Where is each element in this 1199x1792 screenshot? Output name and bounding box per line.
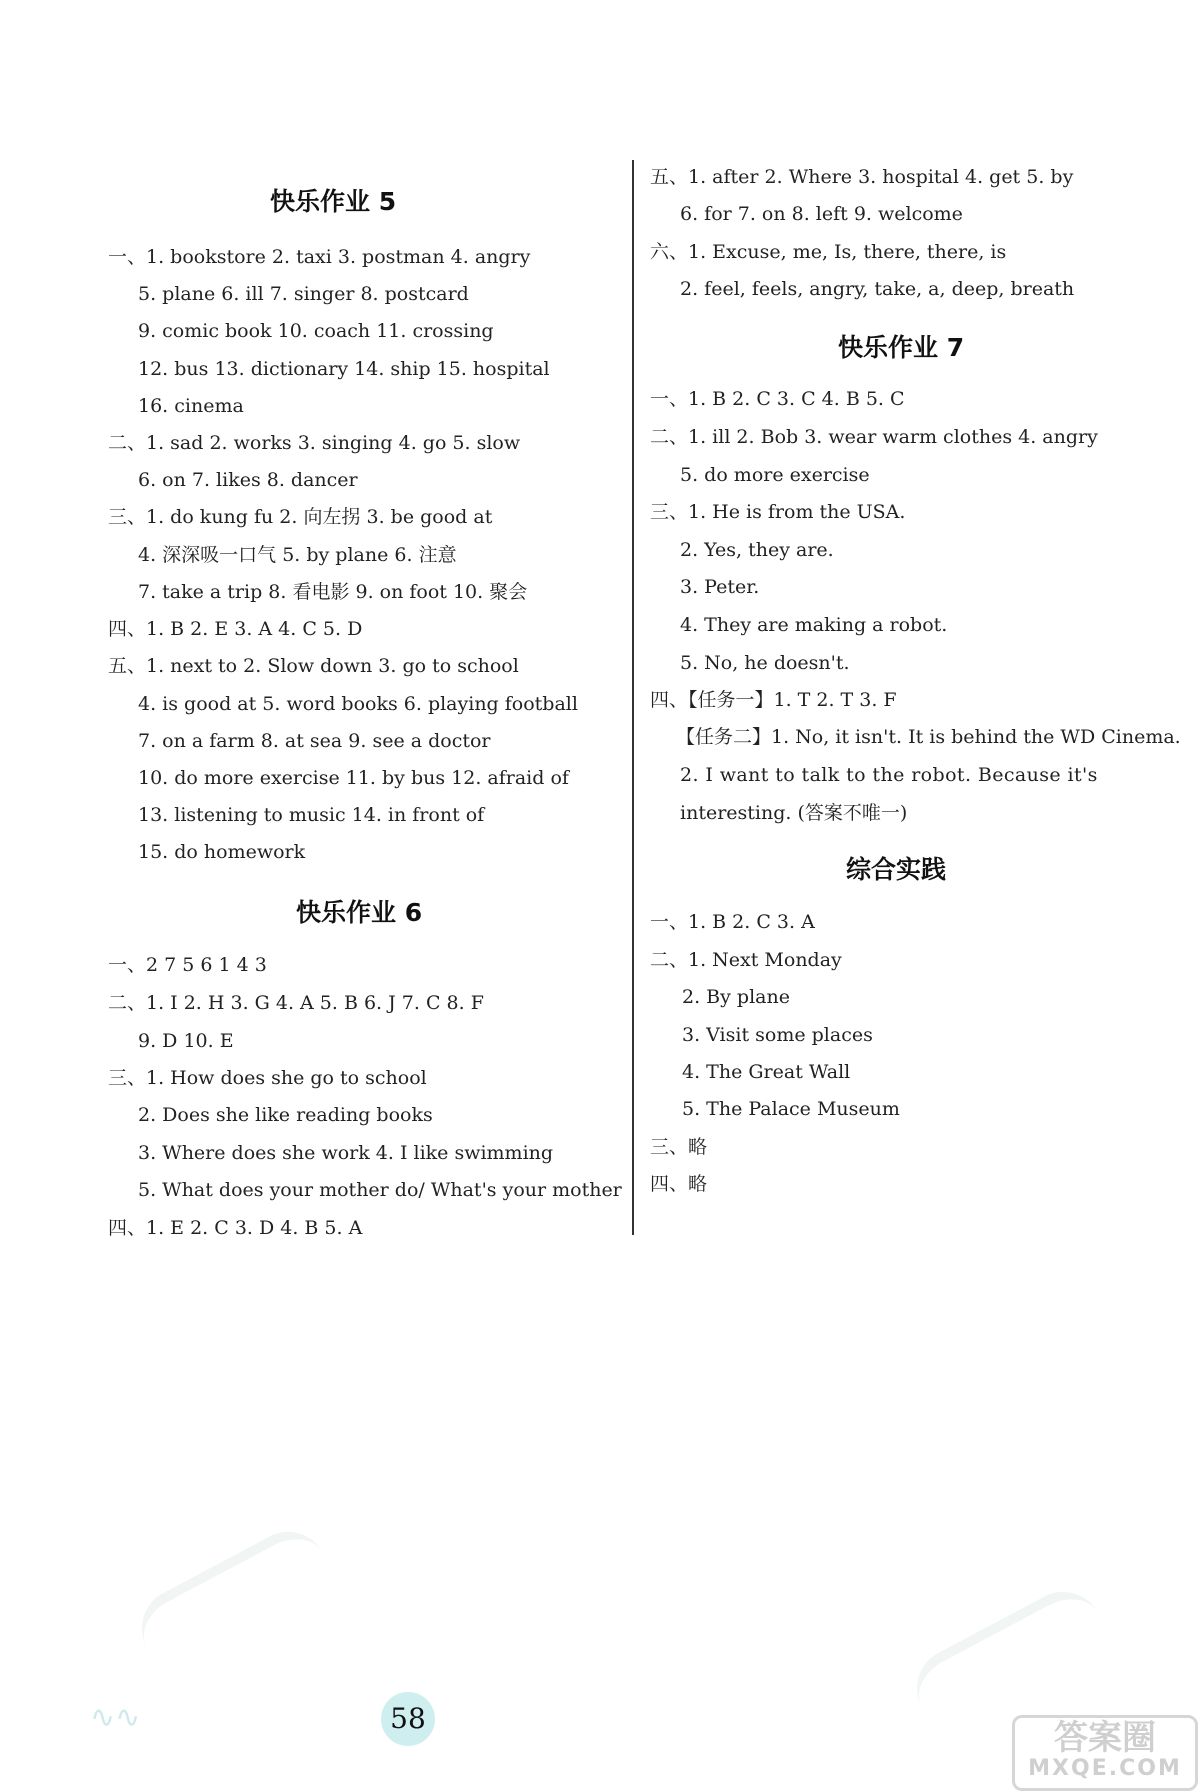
hw5-line-15: 10. do more exercise 11. by bus 12. afraid of [138, 767, 569, 789]
hw5-line-11: 四、1. B 2. E 3. A 4. C 5. D [108, 618, 363, 640]
hw5-line-1-text: 一、1. bookstore 2. taxi 3. postman 4. angry [108, 246, 531, 268]
practice-line-7: 三、略 [650, 1136, 708, 1158]
hw5-line-14: 7. on a farm 8. at sea 9. see a doctor [138, 730, 491, 752]
hw5-line-8: 三、1. do kung fu 2. 向左拐 3. be good at [108, 506, 493, 528]
hw6-line-1: 一、2 7 5 6 1 4 3 [108, 954, 267, 976]
hw7-line-1: 一、1. B 2. C 3. C 4. B 5. C [650, 388, 905, 410]
hw6-line-2: 二、1. I 2. H 3. G 4. A 5. B 6. J 7. C 8. F [108, 992, 484, 1014]
practice-line-8: 四、略 [650, 1173, 708, 1195]
hw7-line-4: 三、1. He is from the USA. [650, 501, 906, 523]
right-top-line-1: 五、1. after 2. Where 3. hospital 4. get 5. by [650, 166, 1074, 188]
practice-line-1: 一、1. B 2. C 3. A [650, 911, 815, 933]
hw6-line-3: 9. D 10. E [138, 1030, 234, 1052]
hw5-line-5: 16. cinema [138, 395, 244, 417]
hw5-line-7: 6. on 7. likes 8. dancer [138, 469, 358, 491]
hw7-line-10: 【任务二】1. No, it isn't. It is behind the WD Cinema. [676, 726, 1181, 748]
hw5-line-12: 五、1. next to 2. Slow down 3. go to school [108, 655, 519, 677]
hw5-line-2: 5. plane 6. ill 7. singer 8. postcard [138, 283, 469, 305]
hw6-line-6: 3. Where does she work 4. I like swimming [138, 1142, 554, 1164]
decorative-doodle-icon: ∿∿ [90, 1700, 141, 1735]
practice-line-6: 5. The Palace Museum [682, 1098, 900, 1120]
hw7-line-6: 3. Peter. [680, 576, 760, 598]
right-top-line-4: 2. feel, feels, angry, take, a, deep, breath [680, 278, 1075, 300]
hw7-line-5: 2. Yes, they are. [680, 539, 834, 561]
practice-line-5: 4. The Great Wall [682, 1061, 851, 1083]
hw7-line-11: 2. I want to talk to the robot. Because it's [680, 764, 1098, 786]
hw5-line-1 [108, 245, 530, 269]
column-divider [632, 160, 634, 1235]
hw5-line-16: 13. listening to music 14. in front of [138, 804, 485, 826]
hw7-line-2: 二、1. ill 2. Bob 3. wear warm clothes 4. angry [650, 426, 1098, 448]
hw7-line-8: 5. No, he doesn't. [680, 652, 850, 674]
hw6-line-4: 三、1. How does she go to school [108, 1067, 427, 1089]
practice-line-2: 二、1. Next Monday [650, 949, 842, 971]
practice-title: 综合实践 [846, 855, 947, 884]
hw6-line-8: 四、1. E 2. C 3. D 4. B 5. A [108, 1217, 363, 1239]
hw6-line-7: 5. What does your mother do/ What's your mother [138, 1179, 622, 1201]
hw7-line-12: interesting. (答案不唯一) [680, 802, 908, 824]
site-logo-sub: MXQE.COM [1028, 1756, 1182, 1781]
practice-line-4: 3. Visit some places [682, 1024, 873, 1046]
hw5-line-9: 4. 深深吸一口气 5. by plane 6. 注意 [138, 544, 457, 566]
hw7-line-3: 5. do more exercise [680, 464, 870, 486]
hw7-line-7: 4. They are making a robot. [680, 614, 948, 636]
hw6-line-5: 2. Does she like reading books [138, 1104, 433, 1126]
hw5-line-17: 15. do homework [138, 841, 306, 863]
site-logo [1012, 1715, 1198, 1791]
page-number: 58 [381, 1692, 435, 1746]
hw5-line-13: 4. is good at 5. word books 6. playing football [138, 693, 578, 715]
faint-watermark-left [128, 1518, 342, 1683]
hw7-line-9: 四、【任务一】1. T 2. T 3. F [650, 689, 897, 711]
hw7-title: 快乐作业 7 [838, 333, 965, 362]
hw6-title: 快乐作业 6 [296, 898, 423, 927]
hw5-title: 快乐作业 5 [270, 187, 397, 216]
hw5-line-6: 二、1. sad 2. works 3. singing 4. go 5. slow [108, 432, 521, 454]
right-top-line-2: 6. for 7. on 8. left 9. welcome [680, 203, 963, 225]
hw5-line-3: 9. comic book 10. coach 11. crossing [138, 320, 494, 342]
practice-line-3: 2. By plane [682, 986, 790, 1008]
hw5-line-10: 7. take a trip 8. 看电影 9. on foot 10. 聚会 [138, 581, 528, 603]
hw5-line-4: 12. bus 13. dictionary 14. ship 15. hospital [138, 358, 550, 380]
right-top-line-3: 六、1. Excuse, me, Is, there, there, is [650, 241, 1007, 263]
site-logo-main: 答案圈 [1054, 1718, 1156, 1758]
